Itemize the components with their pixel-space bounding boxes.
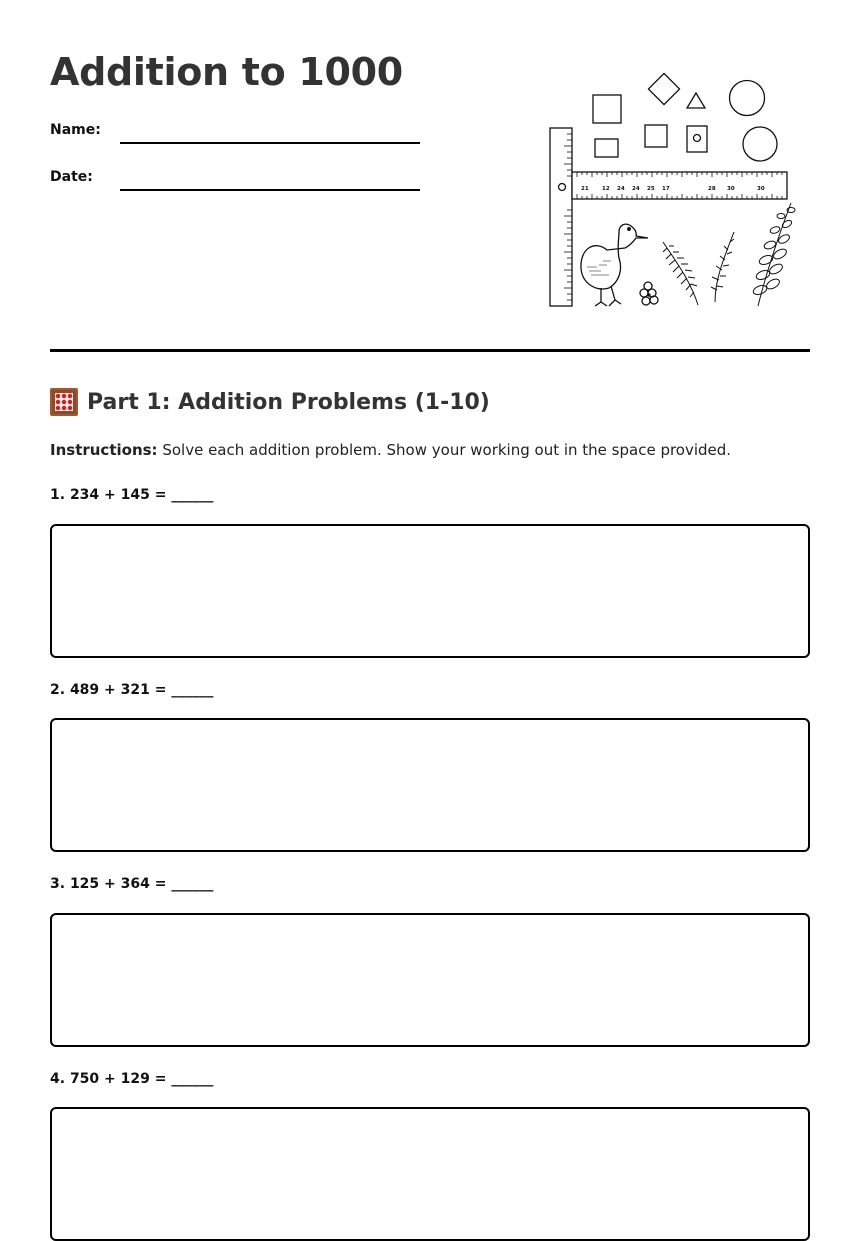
problem-number: 1.	[50, 487, 66, 503]
svg-text:28: 28	[708, 186, 716, 192]
triangle-shape	[687, 93, 705, 108]
svg-text:30: 30	[757, 186, 765, 192]
problem-1	[50, 487, 213, 503]
square-shape	[593, 95, 621, 123]
circle-shape-2	[743, 127, 777, 161]
header-divider	[50, 349, 810, 352]
vertical-ruler	[550, 128, 572, 306]
abacus-icon	[50, 388, 78, 416]
date-label: Date:	[50, 169, 93, 185]
fern-leaf-drawing	[663, 242, 698, 305]
kiwi-bird-drawing	[581, 224, 648, 306]
problem-number: 4.	[50, 1071, 66, 1087]
working-space-box-1[interactable]	[50, 524, 810, 658]
instructions-label: Instructions:	[50, 441, 158, 459]
section-heading-text: Part 1: Addition Problems (1-10)	[87, 389, 490, 415]
working-space-box-4[interactable]	[50, 1107, 810, 1241]
problem-expression: 234 + 145 =	[69, 487, 167, 503]
answer-blank[interactable]: ______	[171, 876, 214, 892]
name-label: Name:	[50, 122, 101, 138]
working-space-box-3[interactable]	[50, 913, 810, 1047]
page-title: Addition to 1000	[50, 50, 403, 94]
problem-3	[50, 876, 213, 892]
answer-blank[interactable]: ______	[171, 487, 214, 503]
name-field[interactable]	[50, 122, 420, 152]
circle-shape	[730, 81, 765, 116]
diamond-shape	[648, 73, 679, 104]
name-input-line[interactable]	[120, 142, 420, 144]
problem-number: 3.	[50, 876, 66, 892]
svg-text:21: 21	[581, 186, 589, 192]
svg-text:24: 24	[632, 186, 640, 192]
svg-text:25: 25	[647, 186, 655, 192]
instructions	[50, 441, 731, 459]
answer-blank[interactable]: ______	[171, 682, 214, 698]
svg-text:12: 12	[602, 186, 610, 192]
problem-expression: 750 + 129 =	[69, 1071, 167, 1087]
date-field[interactable]	[50, 169, 420, 199]
rectangle-shape	[595, 139, 618, 157]
problem-number: 2.	[50, 682, 66, 698]
square-shape-2	[645, 125, 667, 147]
svg-text:17: 17	[662, 186, 670, 192]
rectangle-with-dot-shape	[687, 126, 707, 152]
instructions-text: Solve each addition problem. Show your working out in the space provided.	[157, 441, 732, 459]
problem-expression: 125 + 364 =	[69, 876, 167, 892]
working-space-box-2[interactable]	[50, 718, 810, 852]
math-tools-illustration	[545, 70, 800, 310]
fern-frond-drawing	[752, 203, 795, 306]
date-input-line[interactable]	[120, 189, 420, 191]
problem-4	[50, 1071, 213, 1087]
problem-expression: 489 + 321 =	[69, 682, 167, 698]
sprig-drawing	[711, 232, 734, 302]
svg-text:30: 30	[727, 186, 735, 192]
svg-text:24: 24	[617, 186, 625, 192]
section-heading	[50, 388, 490, 416]
problem-2	[50, 682, 213, 698]
answer-blank[interactable]: ______	[171, 1071, 214, 1087]
flower-drawing	[640, 282, 658, 305]
